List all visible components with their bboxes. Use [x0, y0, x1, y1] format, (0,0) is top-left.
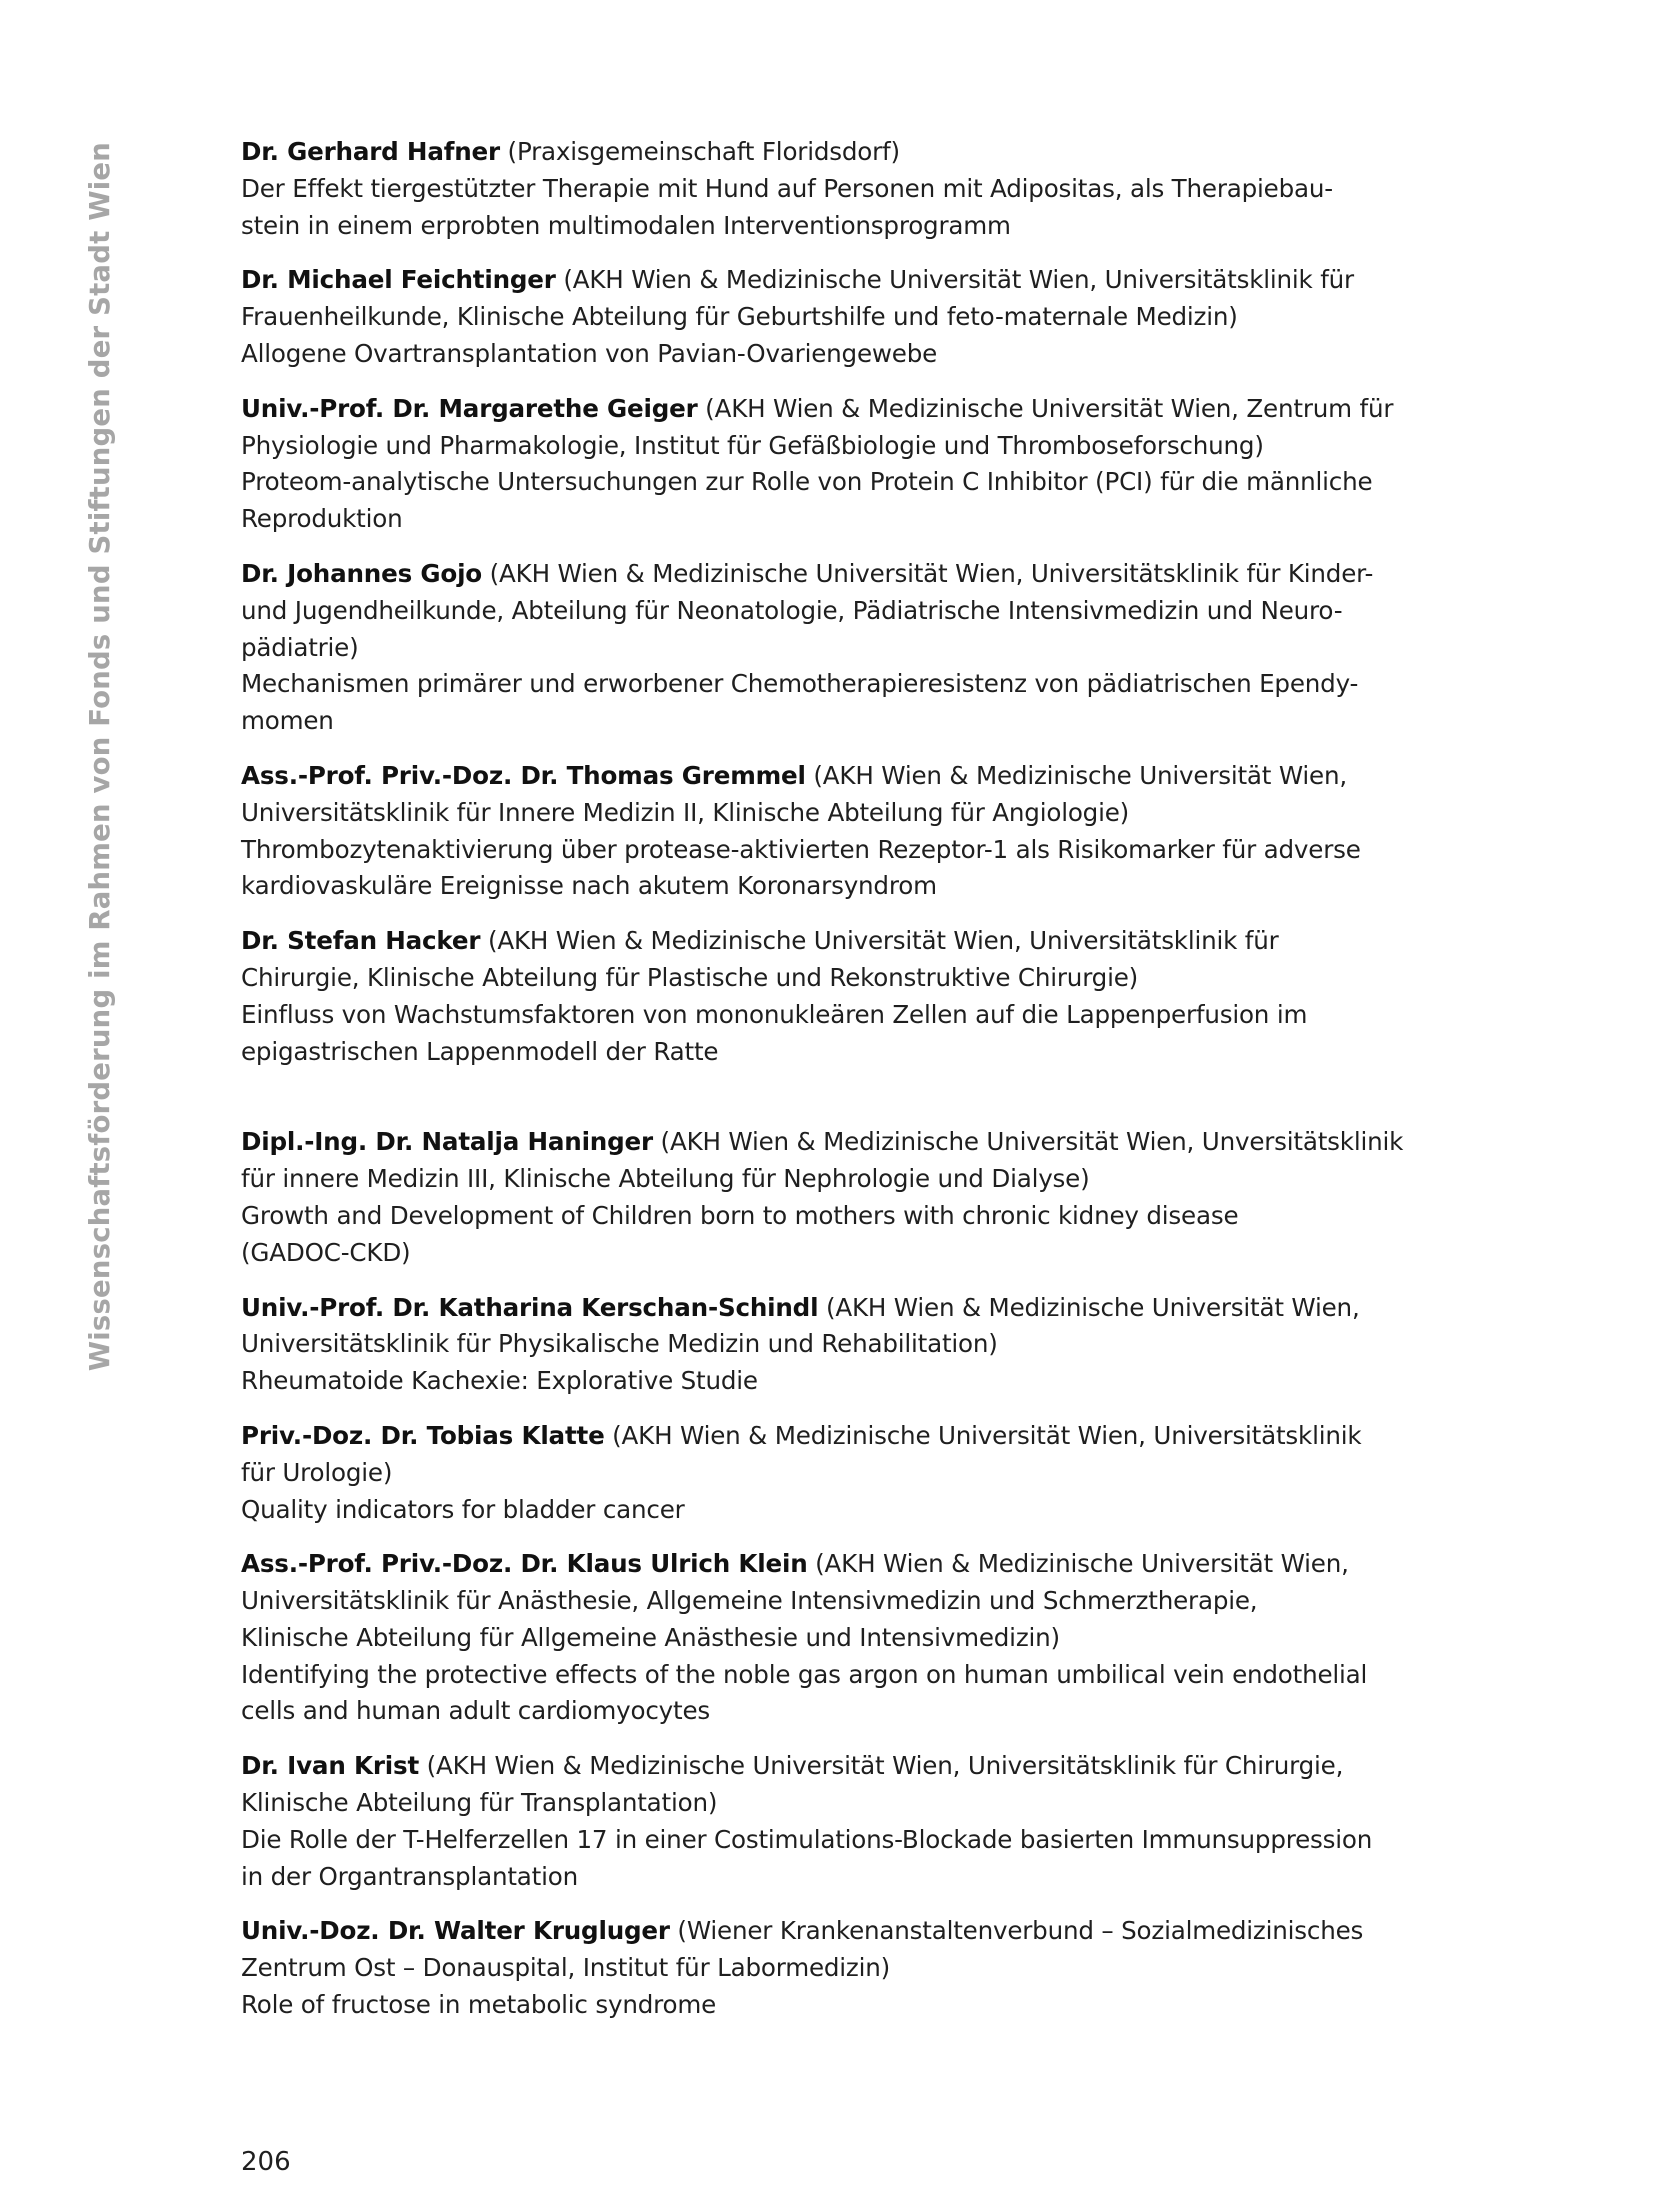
affiliation-text: (AKH Wien & Medizinische Universität Wien, Universitätsklinik für Chirurgie, [419, 1751, 1344, 1781]
entry-text-line [241, 1583, 1481, 1620]
entry-heading-line [241, 1913, 1481, 1950]
line-text: (GADOC-CKD) [241, 1237, 411, 1267]
line-text: momen [241, 706, 334, 736]
grant-entry [241, 923, 1481, 1070]
entry-text-line [241, 1492, 1481, 1529]
entry-text-line [241, 1620, 1481, 1657]
affiliation-text: (AKH Wien & Medizinische Universität Wien, Universitätsklinik für [555, 265, 1354, 295]
page-number: 206 [241, 2147, 291, 2177]
entry-text-line [241, 1034, 1481, 1071]
entry-text-line [241, 1987, 1481, 2024]
entry-text-line [241, 1235, 1481, 1272]
affiliation-text: (AKH Wien & Medizinische Universität Wien, Universitätsklinik [604, 1420, 1362, 1450]
entry-text-line [241, 1363, 1481, 1400]
entry-text-line [241, 428, 1481, 465]
entry-heading-line [241, 1748, 1481, 1785]
line-text: für Urologie) [241, 1457, 393, 1487]
grant-entry [241, 758, 1481, 905]
affiliation-text: (AKH Wien & Medizinische Universität Wien, Unversitätsklinik [652, 1127, 1404, 1157]
entry-text-line [241, 1161, 1481, 1198]
line-text: stein in einem erprobten multimodalen Interventionsprogramm [241, 210, 1011, 240]
line-text: Die Rolle der T-Helferzellen 17 in einer Costimulations-Blockade basierten Immunsuppression [241, 1824, 1373, 1854]
affiliation-text: (AKH Wien & Medizinische Universität Wien, Universitätsklinik für [480, 926, 1279, 956]
entry-text-line [241, 832, 1481, 869]
entry-text-line [241, 464, 1481, 501]
affiliation-text: (AKH Wien & Medizinische Universität Wien, Universitätsklinik für Kinder- [482, 558, 1374, 588]
entry-text-line [241, 960, 1481, 997]
grant-entry [241, 1418, 1481, 1528]
researcher-name: Ass.-Prof. Priv.-Doz. Dr. Klaus Ulrich Klein [241, 1549, 808, 1579]
entry-text-line [241, 593, 1481, 630]
line-text: Allogene Ovartransplantation von Pavian-Ovariengewebe [241, 338, 938, 368]
affiliation-text: (AKH Wien & Medizinische Universität Wien, [818, 1292, 1360, 1322]
entry-text-line [241, 1198, 1481, 1235]
grant-entry [241, 1546, 1481, 1730]
entry-text-line [241, 1859, 1481, 1896]
entry-text-line [241, 1785, 1481, 1822]
entry-heading-line [241, 758, 1481, 795]
line-text: epigastrischen Lappenmodell der Ratte [241, 1036, 719, 1066]
affiliation-text: (AKH Wien & Medizinische Universität Wien, Zentrum für [697, 393, 1394, 423]
entry-text-line [241, 997, 1481, 1034]
line-text: und Jugendheilkunde, Abteilung für Neonatologie, Pädiatrische Intensivmedizin und Neuro- [241, 595, 1343, 625]
grant-entry [241, 1748, 1481, 1895]
line-text: Chirurgie, Klinische Abteilung für Plastische und Rekonstruktive Chirurgie) [241, 962, 1139, 992]
line-text: Rheumatoide Kachexie: Explorative Studie [241, 1366, 758, 1396]
line-text: Der Effekt tiergestützter Therapie mit Hund auf Personen mit Adipositas, als Therapiebau- [241, 173, 1333, 203]
researcher-name: Dr. Michael Feichtinger [241, 265, 556, 295]
line-text: Universitätsklinik für Physikalische Medizin und Rehabilitation) [241, 1329, 998, 1359]
entry-text-line [241, 1657, 1481, 1694]
line-text: Role of fructose in metabolic syndrome [241, 1990, 717, 2020]
entry-text-line [241, 1950, 1481, 1987]
grant-entry [241, 1913, 1481, 2023]
affiliation-text: (AKH Wien & Medizinische Universität Wien, [805, 760, 1347, 790]
line-text: Quality indicators for bladder cancer [241, 1494, 685, 1524]
line-text: Klinische Abteilung für Transplantation) [241, 1788, 718, 1818]
entry-text-line [241, 1455, 1481, 1492]
line-text: Identifying the protective effects of the noble gas argon on human umbilical vein endothelial [241, 1659, 1368, 1689]
line-text: Growth and Development of Children born to mothers with chronic kidney disease [241, 1200, 1239, 1230]
researcher-name: Dr. Stefan Hacker [241, 926, 481, 956]
line-text: Universitätsklinik für Anästhesie, Allgemeine Intensivmedizin und Schmerztherapie, [241, 1586, 1258, 1616]
entry-heading-line [241, 391, 1481, 428]
line-text: Thrombozytenaktivierung über protease-aktivierten Rezeptor-1 als Risikomarker für adverse [241, 834, 1361, 864]
entry-text-line [241, 208, 1481, 245]
entry-text-line [241, 336, 1481, 373]
entry-text-line [241, 666, 1481, 703]
line-text: Klinische Abteilung für Allgemeine Anästhesie und Intensivmedizin) [241, 1622, 1060, 1652]
line-text: für innere Medizin III, Klinische Abteilung für Nephrologie und Dialyse) [241, 1164, 1090, 1194]
grant-entry [241, 556, 1481, 740]
line-text: Universitätsklinik für Innere Medizin II, Klinische Abteilung für Angiologie) [241, 797, 1130, 827]
grant-entry [241, 134, 1481, 244]
entry-heading-line [241, 1418, 1481, 1455]
line-text: Frauenheilkunde, Klinische Abteilung für Geburtshilfe und feto-maternale Medizin) [241, 302, 1238, 332]
line-text: cells and human adult cardiomyocytes [241, 1696, 710, 1726]
affiliation-text: (Praxisgemeinschaft Floridsdorf) [499, 137, 900, 166]
entry-heading-line [241, 923, 1481, 960]
side-running-title [78, 142, 122, 1372]
entry-text-line [241, 501, 1481, 538]
line-text: Proteom-analytische Untersuchungen zur Rolle von Protein C Inhibitor (PCI) für die männliche [241, 467, 1373, 497]
researcher-name: Univ.-Doz. Dr. Walter Krugluger [241, 1916, 670, 1946]
affiliation-text: (AKH Wien & Medizinische Universität Wien, [807, 1549, 1349, 1579]
grant-entry [241, 391, 1481, 538]
researcher-name: Dr. Gerhard Hafner [241, 137, 500, 166]
researcher-name: Dipl.-Ing. Dr. Natalja Haninger [241, 1127, 653, 1157]
grant-entry [241, 1290, 1481, 1400]
entry-heading-line [241, 1124, 1481, 1161]
researcher-name: Univ.-Prof. Dr. Margarethe Geiger [241, 393, 698, 423]
entry-heading-line [241, 556, 1481, 593]
side-title-text: Wissenschaftsförderung im Rahmen von Fonds und Stiftungen der Stadt Wien [84, 142, 116, 1372]
entry-heading-line [241, 1546, 1481, 1583]
line-text: Reproduktion [241, 504, 403, 534]
entry-text-line [241, 630, 1481, 667]
researcher-name: Ass.-Prof. Priv.-Doz. Dr. Thomas Gremmel [241, 760, 806, 790]
line-text: kardiovaskuläre Ereignisse nach akutem Koronarsyndrom [241, 871, 937, 901]
entry-text-line [241, 703, 1481, 740]
researcher-name: Dr. Ivan Krist [241, 1751, 420, 1781]
entry-heading-line [241, 262, 1481, 299]
line-text: pädiatrie) [241, 632, 359, 662]
entry-text-line [241, 1822, 1481, 1859]
grant-list [241, 134, 1481, 2042]
entry-text-line [241, 1326, 1481, 1363]
line-text: Mechanismen primärer und erworbener Chemotherapieresistenz von pädiatrischen Ependy- [241, 669, 1359, 699]
researcher-name: Univ.-Prof. Dr. Katharina Kerschan-Schindl [241, 1292, 819, 1322]
entry-text-line [241, 868, 1481, 905]
line-text: Einfluss von Wachstumsfaktoren von mononukleären Zellen auf die Lappenperfusion im [241, 999, 1308, 1029]
line-text: Zentrum Ost – Donauspital, Institut für Labormedizin) [241, 1953, 891, 1983]
affiliation-text: (Wiener Krankenanstaltenverbund – Sozialmedizinisches [669, 1916, 1364, 1946]
line-text: Physiologie und Pharmakologie, Institut für Gefäßbiologie und Thromboseforschung) [241, 430, 1264, 460]
entry-text-line [241, 299, 1481, 336]
entry-text-line [241, 1693, 1481, 1730]
researcher-name: Dr. Johannes Gojo [241, 558, 482, 588]
grant-entry [241, 262, 1481, 372]
grant-entry [241, 1124, 1481, 1271]
entry-heading-line [241, 1290, 1481, 1327]
entry-text-line [241, 171, 1481, 208]
line-text: in der Organtransplantation [241, 1861, 578, 1891]
entry-text-line [241, 795, 1481, 832]
researcher-name: Priv.-Doz. Dr. Tobias Klatte [241, 1420, 605, 1450]
entry-heading-line [241, 134, 1481, 171]
